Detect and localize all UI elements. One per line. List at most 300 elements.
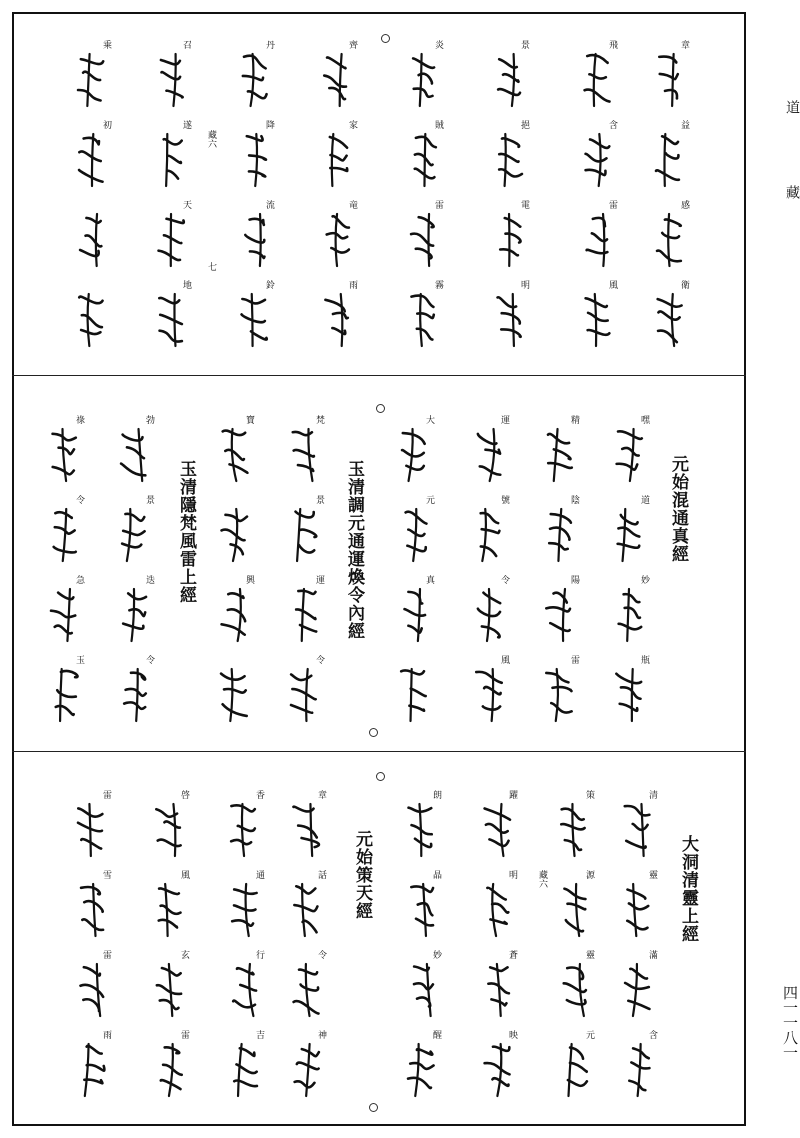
glyph-gloss: 含 <box>607 120 617 129</box>
talisman-glyph <box>555 950 595 1030</box>
seal-script-glyph <box>227 960 263 1022</box>
seal-script-glyph <box>47 505 83 567</box>
talisman-glyph <box>215 495 255 575</box>
seal-script-glyph <box>557 960 593 1022</box>
talisman-glyph <box>72 790 112 870</box>
seal-script-glyph <box>612 665 648 727</box>
glyph-gloss: 靈 <box>584 950 594 959</box>
talisman-glyph <box>318 120 358 200</box>
talisman-glyph <box>650 200 690 280</box>
talisman-glyph <box>404 280 444 360</box>
talisman-glyph <box>610 575 650 655</box>
seal-script-glyph <box>397 505 433 567</box>
glyph-gloss: 章 <box>316 790 326 799</box>
talisman-column <box>225 790 265 1110</box>
glyph-gloss: 景 <box>314 495 324 504</box>
seal-script-glyph <box>237 50 273 112</box>
talisman-glyph <box>395 495 435 575</box>
glyph-gloss: 雷 <box>179 1030 189 1039</box>
talisman-glyph <box>215 575 255 655</box>
glyph-gloss: 明 <box>519 280 529 289</box>
talisman-column <box>215 415 255 735</box>
talisman-glyph <box>618 1030 658 1110</box>
glyph-gloss: 號 <box>499 495 509 504</box>
seal-script-glyph <box>117 585 153 647</box>
glyph-gloss: 雷 <box>607 200 617 209</box>
seal-script-glyph <box>289 960 325 1022</box>
talisman-glyph <box>478 790 518 870</box>
glyph-gloss: 清 <box>647 790 657 799</box>
glyph-gloss: 雷 <box>101 950 111 959</box>
glyph-gloss: 衛 <box>679 280 689 289</box>
seal-script-glyph <box>289 1040 325 1102</box>
glyph-gloss: 祿 <box>74 415 84 424</box>
talisman-glyph <box>478 950 518 1030</box>
seal-script-glyph <box>227 880 263 942</box>
seal-script-glyph <box>620 800 656 862</box>
seal-script-glyph <box>237 130 273 192</box>
talisman-glyph <box>610 495 650 575</box>
seal-script-glyph <box>154 290 190 352</box>
seal-script-glyph <box>612 585 648 647</box>
glyph-gloss: 電 <box>519 200 529 209</box>
talisman-glyph <box>404 200 444 280</box>
glyph-gloss: 蒼 <box>507 950 517 959</box>
seal-script-glyph <box>404 880 440 942</box>
talisman-glyph <box>287 1030 327 1110</box>
seal-script-glyph <box>542 665 578 727</box>
seal-script-glyph <box>117 425 153 487</box>
seal-script-glyph <box>580 290 616 352</box>
talisman-glyph <box>650 120 690 200</box>
seal-script-glyph <box>557 800 593 862</box>
seal-script-glyph <box>406 50 442 112</box>
talisman-glyph <box>578 200 618 280</box>
glyph-gloss: 含 <box>647 1030 657 1039</box>
glyph-gloss: 妙 <box>639 575 649 584</box>
talisman-glyph <box>45 415 85 495</box>
glyph-gloss: 精 <box>569 415 579 424</box>
seal-script-glyph <box>74 880 110 942</box>
seal-script-glyph <box>287 425 323 487</box>
section-title: 大洞清靈上經 <box>678 835 698 943</box>
talisman-glyph <box>215 655 255 735</box>
glyph-gloss: 章 <box>679 40 689 49</box>
talisman-column <box>490 40 530 360</box>
glyph-gloss: 地 <box>181 280 191 289</box>
glyph-gloss: 令 <box>316 950 326 959</box>
talisman-glyph <box>215 415 255 495</box>
glyph-gloss: 勃 <box>144 415 154 424</box>
glyph-gloss: 齊 <box>347 40 357 49</box>
talisman-glyph <box>402 1030 442 1110</box>
talisman-glyph <box>540 575 580 655</box>
binder-hole <box>381 34 390 43</box>
talisman-glyph <box>152 120 192 200</box>
talisman-glyph <box>490 280 530 360</box>
talisman-glyph <box>225 950 265 1030</box>
glyph-gloss: 霧 <box>433 280 443 289</box>
seal-script-glyph <box>287 505 323 567</box>
glyph-gloss: 寶 <box>244 415 254 424</box>
talisman-glyph <box>115 415 155 495</box>
seal-script-glyph <box>557 1040 593 1102</box>
seal-script-glyph <box>472 425 508 487</box>
section-divider-2 <box>12 751 746 752</box>
seal-script-glyph <box>74 50 110 112</box>
seal-script-glyph <box>492 210 528 272</box>
talisman-glyph <box>45 655 85 735</box>
talisman-glyph <box>395 575 435 655</box>
seal-script-glyph <box>406 130 442 192</box>
glyph-gloss: 元 <box>584 1030 594 1039</box>
talisman-glyph <box>225 790 265 870</box>
seal-script-glyph <box>287 665 323 727</box>
talisman-glyph <box>402 950 442 1030</box>
seal-script-glyph <box>472 585 508 647</box>
glyph-gloss: 雷 <box>569 655 579 664</box>
talisman-glyph <box>287 950 327 1030</box>
talisman-glyph <box>115 495 155 575</box>
talisman-glyph <box>285 415 325 495</box>
seal-script-glyph <box>480 880 516 942</box>
seal-script-glyph <box>492 290 528 352</box>
glyph-gloss: 陰 <box>569 495 579 504</box>
seal-script-glyph <box>289 800 325 862</box>
talisman-glyph <box>395 415 435 495</box>
talisman-column <box>115 415 155 735</box>
talisman-glyph <box>45 495 85 575</box>
seal-script-glyph <box>542 425 578 487</box>
seal-script-glyph <box>217 425 253 487</box>
seal-script-glyph <box>117 505 153 567</box>
seal-script-glyph <box>320 130 356 192</box>
glyph-gloss: 賊 <box>433 120 443 129</box>
seal-script-glyph <box>397 665 433 727</box>
seal-script-glyph <box>580 50 616 112</box>
section-title: 元始混通真經 <box>668 455 688 563</box>
talisman-glyph <box>402 790 442 870</box>
glyph-gloss: 明 <box>507 870 517 879</box>
talisman-glyph <box>555 790 595 870</box>
talisman-glyph <box>150 1030 190 1110</box>
talisman-glyph <box>115 655 155 735</box>
seal-script-glyph <box>320 210 356 272</box>
seal-script-glyph <box>612 505 648 567</box>
talisman-glyph <box>72 870 112 950</box>
seal-script-glyph <box>542 505 578 567</box>
seal-script-glyph <box>404 800 440 862</box>
glyph-gloss: 躍 <box>507 790 517 799</box>
talisman-glyph <box>555 1030 595 1110</box>
glyph-gloss: 行 <box>254 950 264 959</box>
glyph-gloss: 景 <box>519 40 529 49</box>
talisman-glyph <box>225 870 265 950</box>
seal-script-glyph <box>154 50 190 112</box>
glyph-gloss: 滿 <box>647 950 657 959</box>
seal-script-glyph <box>217 505 253 567</box>
talisman-column <box>285 415 325 735</box>
talisman-glyph <box>478 870 518 950</box>
glyph-gloss: 醒 <box>431 1030 441 1039</box>
talisman-glyph <box>72 950 112 1030</box>
seal-script-glyph <box>237 290 273 352</box>
glyph-gloss: 令 <box>499 575 509 584</box>
glyph-gloss: 雨 <box>101 1030 111 1039</box>
talisman-glyph <box>610 415 650 495</box>
talisman-column <box>152 40 192 360</box>
talisman-column <box>610 415 650 735</box>
seal-script-glyph <box>557 880 593 942</box>
glyph-gloss: 真 <box>424 575 434 584</box>
glyph-gloss: 源 <box>584 870 594 879</box>
seal-script-glyph <box>152 800 188 862</box>
page-number: 四一一八一 <box>781 985 799 1060</box>
talisman-glyph <box>318 40 358 120</box>
seal-script-glyph <box>74 960 110 1022</box>
seal-script-glyph <box>580 130 616 192</box>
seal-script-glyph <box>406 290 442 352</box>
talisman-glyph <box>490 120 530 200</box>
seal-script-glyph <box>74 130 110 192</box>
glyph-gloss: 家 <box>347 120 357 129</box>
talisman-glyph <box>235 200 275 280</box>
seal-script-glyph <box>620 960 656 1022</box>
seal-script-glyph <box>404 960 440 1022</box>
section-divider-1 <box>12 375 746 376</box>
talisman-column <box>404 40 444 360</box>
seal-script-glyph <box>217 585 253 647</box>
seal-script-glyph <box>612 425 648 487</box>
seal-script-glyph <box>289 880 325 942</box>
talisman-glyph <box>235 120 275 200</box>
seal-script-glyph <box>117 665 153 727</box>
glyph-gloss: 風 <box>179 870 189 879</box>
talisman-glyph <box>72 200 112 280</box>
seal-script-glyph <box>320 50 356 112</box>
talisman-glyph <box>470 575 510 655</box>
glyph-gloss: 興 <box>244 575 254 584</box>
talisman-column <box>555 790 595 1110</box>
talisman-column <box>402 790 442 1110</box>
binder-hole <box>369 728 378 737</box>
talisman-glyph <box>650 280 690 360</box>
talisman-column <box>395 415 435 735</box>
glyph-gloss: 嘿 <box>639 415 649 424</box>
glyph-gloss: 挹 <box>519 120 529 129</box>
seal-script-glyph <box>47 585 83 647</box>
talisman-glyph <box>470 415 510 495</box>
talisman-glyph <box>285 575 325 655</box>
seal-script-glyph <box>472 665 508 727</box>
talisman-glyph <box>618 950 658 1030</box>
glyph-gloss: 通 <box>254 870 264 879</box>
seal-script-glyph <box>47 425 83 487</box>
glyph-gloss: 令 <box>74 495 84 504</box>
glyph-gloss: 妙 <box>431 950 441 959</box>
seal-script-glyph <box>652 130 688 192</box>
binder-hole <box>369 1103 378 1112</box>
glyph-gloss: 神 <box>316 1030 326 1039</box>
glyph-gloss: 天 <box>181 200 191 209</box>
seal-script-glyph <box>74 800 110 862</box>
glyph-gloss: 炎 <box>433 40 443 49</box>
talisman-glyph <box>235 40 275 120</box>
glyph-gloss: 元 <box>424 495 434 504</box>
talisman-column <box>318 40 358 360</box>
glyph-gloss: 遂 <box>181 120 191 129</box>
glyph-gloss: 流 <box>264 200 274 209</box>
glyph-gloss: 風 <box>499 655 509 664</box>
glyph-gloss: 吉 <box>254 1030 264 1039</box>
talisman-glyph <box>287 870 327 950</box>
talisman-glyph <box>287 790 327 870</box>
talisman-glyph <box>490 40 530 120</box>
talisman-column <box>650 40 690 360</box>
margin-top-char-2: 藏 <box>784 185 800 199</box>
glyph-gloss: 瓶 <box>639 655 649 664</box>
glyph-gloss: 急 <box>74 575 84 584</box>
talisman-glyph <box>285 655 325 735</box>
seal-script-glyph <box>480 1040 516 1102</box>
glyph-gloss: 景 <box>144 495 154 504</box>
seal-script-glyph <box>652 210 688 272</box>
glyph-gloss: 雷 <box>101 790 111 799</box>
section-note: 藏六 <box>537 870 547 888</box>
seal-script-glyph <box>472 505 508 567</box>
seal-script-glyph <box>480 960 516 1022</box>
talisman-glyph <box>478 1030 518 1110</box>
talisman-glyph <box>150 950 190 1030</box>
seal-script-glyph <box>152 1040 188 1102</box>
talisman-glyph <box>578 120 618 200</box>
seal-script-glyph <box>237 210 273 272</box>
seal-script-glyph <box>580 210 616 272</box>
seal-script-glyph <box>47 665 83 727</box>
glyph-gloss: 玄 <box>179 950 189 959</box>
talisman-glyph <box>610 655 650 735</box>
seal-script-glyph <box>542 585 578 647</box>
section-title: 玉清調元通運煥令內經 <box>344 460 364 640</box>
talisman-glyph <box>540 495 580 575</box>
talisman-glyph <box>72 120 112 200</box>
talisman-glyph <box>72 280 112 360</box>
glyph-gloss: 映 <box>507 1030 517 1039</box>
talisman-column <box>72 40 112 360</box>
seal-script-glyph <box>154 130 190 192</box>
glyph-gloss: 晶 <box>431 870 441 879</box>
glyph-gloss: 降 <box>264 120 274 129</box>
talisman-glyph <box>115 575 155 655</box>
seal-script-glyph <box>492 50 528 112</box>
section-title: 玉清隱梵風雷上經 <box>176 460 196 604</box>
glyph-gloss: 竜 <box>347 200 357 209</box>
talisman-glyph <box>45 575 85 655</box>
glyph-gloss: 策 <box>584 790 594 799</box>
glyph-gloss: 啓 <box>179 790 189 799</box>
talisman-glyph <box>152 40 192 120</box>
talisman-glyph <box>618 870 658 950</box>
talisman-glyph <box>540 415 580 495</box>
glyph-gloss: 召 <box>181 40 191 49</box>
seal-script-glyph <box>227 1040 263 1102</box>
talisman-column <box>540 415 580 735</box>
glyph-gloss: 令 <box>144 655 154 664</box>
seal-script-glyph <box>154 210 190 272</box>
talisman-glyph <box>555 870 595 950</box>
talisman-glyph <box>618 790 658 870</box>
glyph-gloss: 令 <box>314 655 324 664</box>
talisman-glyph <box>404 120 444 200</box>
glyph-gloss: 陽 <box>569 575 579 584</box>
seal-script-glyph <box>152 960 188 1022</box>
binder-hole <box>376 772 385 781</box>
seal-script-glyph <box>152 880 188 942</box>
glyph-gloss: 飛 <box>607 40 617 49</box>
talisman-glyph <box>404 40 444 120</box>
seal-script-glyph <box>227 800 263 862</box>
talisman-column <box>478 790 518 1110</box>
section-note: 藏六 <box>206 130 216 148</box>
talisman-glyph <box>470 655 510 735</box>
seal-script-glyph <box>652 290 688 352</box>
margin-top-char-1: 道 <box>784 100 800 114</box>
glyph-gloss: 雷 <box>433 200 443 209</box>
seal-script-glyph <box>480 800 516 862</box>
glyph-gloss: 乘 <box>101 40 111 49</box>
talisman-glyph <box>235 280 275 360</box>
glyph-gloss: 感 <box>679 200 689 209</box>
seal-script-glyph <box>287 585 323 647</box>
glyph-gloss: 話 <box>316 870 326 879</box>
seal-script-glyph <box>492 130 528 192</box>
talisman-glyph <box>470 495 510 575</box>
seal-script-glyph <box>620 880 656 942</box>
talisman-glyph <box>150 790 190 870</box>
talisman-column <box>618 790 658 1110</box>
seal-script-glyph <box>320 290 356 352</box>
seal-script-glyph <box>652 50 688 112</box>
glyph-gloss: 運 <box>499 415 509 424</box>
seal-script-glyph <box>74 210 110 272</box>
glyph-gloss: 丹 <box>264 40 274 49</box>
talisman-glyph <box>285 495 325 575</box>
talisman-glyph <box>402 870 442 950</box>
talisman-glyph <box>490 200 530 280</box>
glyph-gloss: 鈴 <box>264 280 274 289</box>
glyph-gloss: 朗 <box>431 790 441 799</box>
seal-script-glyph <box>397 585 433 647</box>
talisman-column <box>470 415 510 735</box>
glyph-gloss: 初 <box>101 120 111 129</box>
glyph-gloss: 風 <box>607 280 617 289</box>
seal-script-glyph <box>620 1040 656 1102</box>
talisman-glyph <box>318 280 358 360</box>
talisman-column <box>72 790 112 1110</box>
talisman-glyph <box>650 40 690 120</box>
glyph-gloss: 香 <box>254 790 264 799</box>
talisman-glyph <box>152 280 192 360</box>
glyph-gloss: 迭 <box>144 575 154 584</box>
talisman-glyph <box>578 40 618 120</box>
glyph-gloss: 道 <box>639 495 649 504</box>
talisman-glyph <box>72 1030 112 1110</box>
talisman-glyph <box>225 1030 265 1110</box>
talisman-glyph <box>318 200 358 280</box>
seal-script-glyph <box>74 290 110 352</box>
talisman-glyph <box>150 870 190 950</box>
seal-script-glyph <box>217 665 253 727</box>
